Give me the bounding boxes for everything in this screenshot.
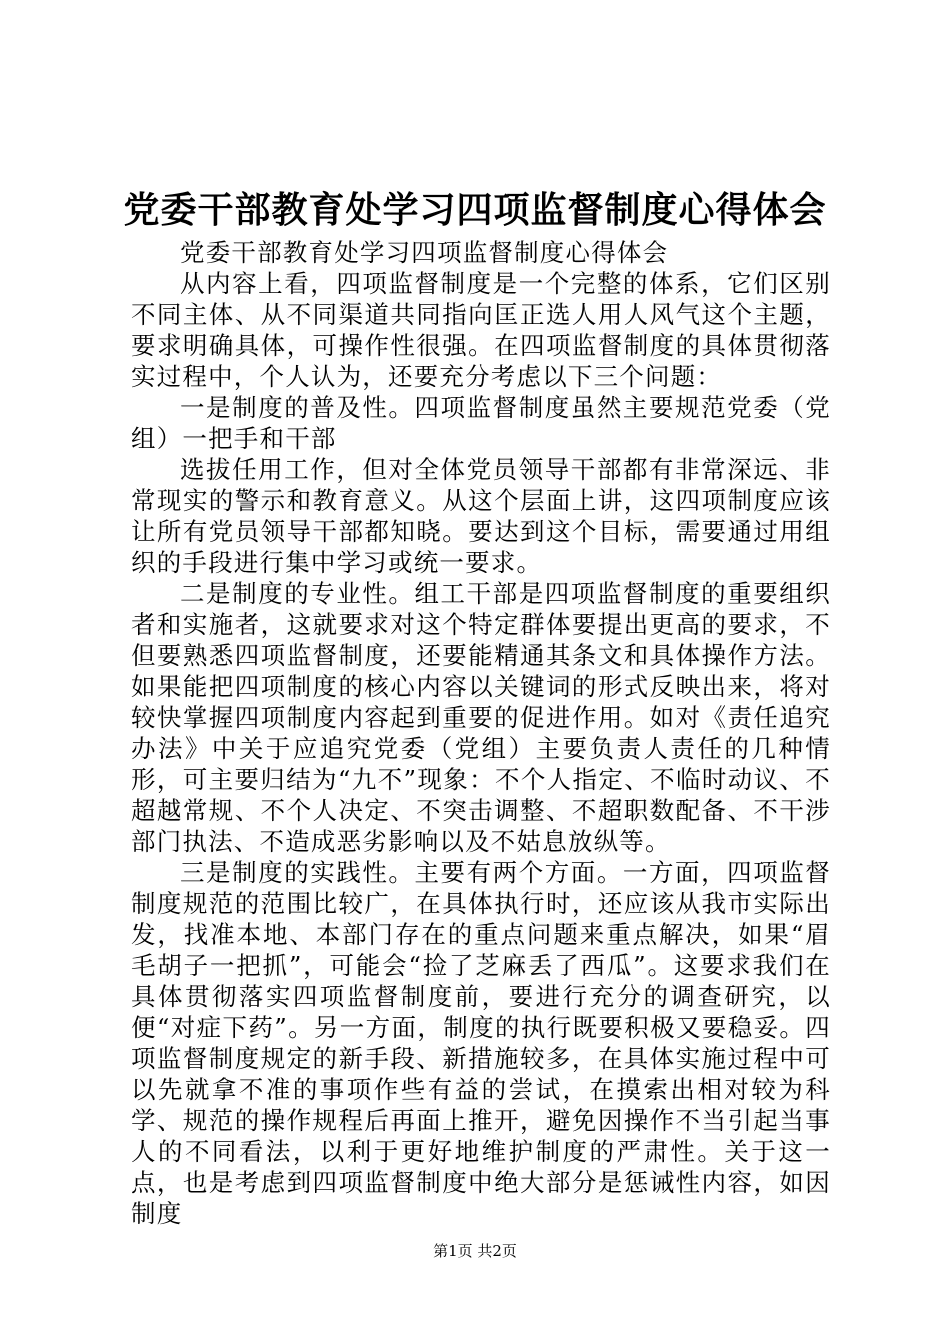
document-body <box>131 237 831 1229</box>
body-paragraph: 选拔任用工作，但对全体党员领导干部都有非常深远、非常现实的警示和教育意义。从这个层面上讲，这四项制度应该让所有党员领导干部都知晓。要达到这个目标，需要通过用组织的手段进行集中学习或统一要求。 <box>131 455 831 577</box>
body-paragraph: 一是制度的普及性。四项监督制度虽然主要规范党委（党组）一把手和干部 <box>131 393 831 453</box>
page-number-footer: 第1页 共2页 <box>433 1242 517 1260</box>
body-paragraph: 三是制度的实践性。主要有两个方面。一方面，四项监督制度规范的范围比较广，在具体执行时，还应该从我市实际出发，找准本地、本部门存在的重点问题来重点解决，如果“眉毛胡子一把抓”，可能会“捡了芝麻丢了西瓜”。这要求我们在具体贯彻落实四项监督制度前，要进行充分的调查研究，以便“对症下药”。另一方面，制度的执行既要积极又要稳妥。四项监督制度规定的新手段、新措施较多，在具体实施过程中可以先就拿不准的事项作些有益的尝试，在摸索出相对较为科学、规范的操作规程后再面上推开，避免因操作不当引起当事人的不同看法，以利于更好地维护制度的严肃性。关于这一点，也是考虑到四项监督制度中绝大部分是惩诫性内容，如因制度 <box>131 858 831 1228</box>
document-title: 党委干部教育处学习四项监督制度心得体会 <box>123 189 827 231</box>
body-paragraph: 二是制度的专业性。组工干部是四项监督制度的重要组织者和实施者，这就要求对这个特定群体要提出更高的要求，不但要熟悉四项监督制度，还要能精通其条文和具体操作方法。如果能把四项制度的核心内容以关键词的形式反映出来，将对较快掌握四项制度内容起到重要的促进作用。如对《责任追究办法》中关于应追究党委（党组）主要负责人责任的几种情形，可主要归结为“九不”现象：不个人指定、不临时动议、不超越常规、不个人决定、不突击调整、不超职数配备、不干涉部门执法、不造成恶劣影响以及不姑息放纵等。 <box>131 579 831 856</box>
body-paragraph: 党委干部教育处学习四项监督制度心得体会 <box>180 238 669 267</box>
body-paragraph: 从内容上看，四项监督制度是一个完整的体系，它们区别不同主体、从不同渠道共同指向匡正选人用人风气这个主题，要求明确具体，可操作性很强。在四项监督制度的具体贯彻落实过程中，个人认为，还要充分考虑以下三个问题： <box>131 269 831 391</box>
